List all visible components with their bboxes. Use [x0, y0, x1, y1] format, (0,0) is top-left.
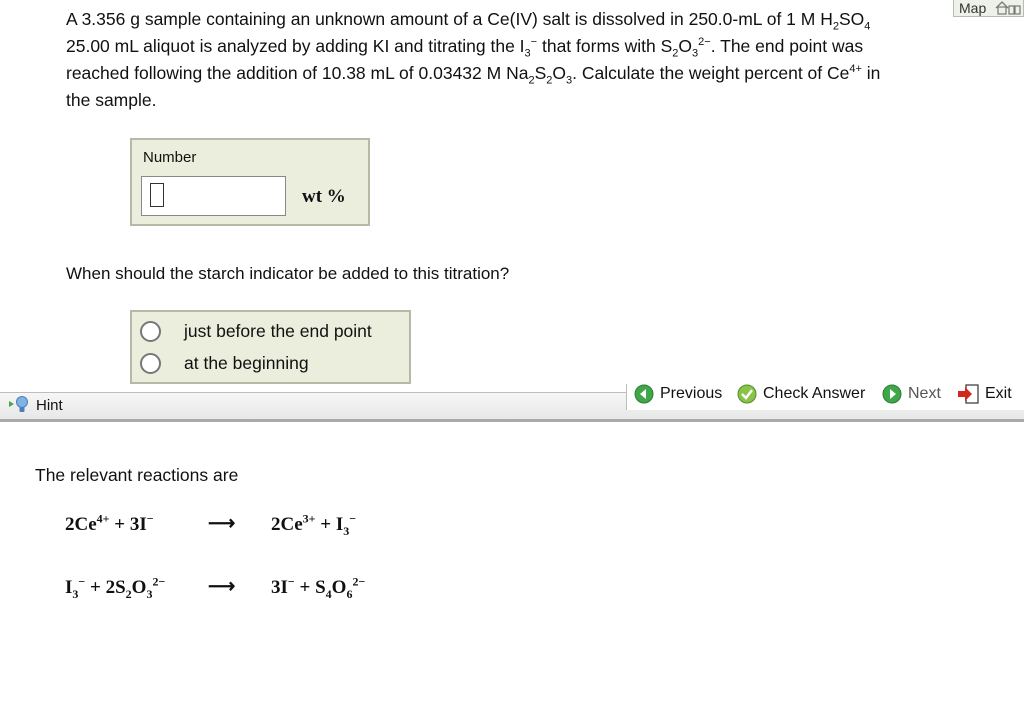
radio-button[interactable] [140, 321, 161, 342]
reaction-equation-2-products: $3I^- + S_4O_6^{2-}$ [271, 574, 366, 601]
previous-label: Previous [660, 385, 723, 402]
lightbulb-icon [8, 395, 30, 415]
reaction-equation-2: $I_3^- + 2S_2O_3^{2-}$ [65, 574, 166, 601]
question-line-2: 25.00 mL aliquot is analyzed by adding KI and titrating the $I_3^-$ that forms with $S_2O_3^{2-}$. The end point was [66, 36, 864, 60]
checkmark-icon [737, 384, 757, 404]
radio-button[interactable] [140, 353, 161, 374]
map-button[interactable] [953, 0, 1024, 17]
exit-icon [957, 384, 979, 404]
hint-intro: The relevant reactions are [35, 465, 239, 485]
answer-label: Number [143, 149, 197, 166]
numeric-answer-panel [130, 138, 370, 226]
reaction-equation-1: $2Ce^{4+} + 3I^-$ [65, 511, 154, 535]
navigation-bar [0, 384, 1024, 420]
check-answer-label: Check Answer [763, 385, 866, 402]
hint-button[interactable] [8, 395, 63, 415]
choice-label: just before the end point [184, 320, 372, 341]
exit-label: Exit [985, 385, 1012, 402]
exit-button[interactable] [957, 384, 1012, 404]
next-button[interactable] [882, 384, 941, 404]
previous-button[interactable] [634, 384, 722, 404]
answer-unit: wt % [302, 186, 346, 207]
starch-question: When should the starch indicator be added to this titration? [66, 264, 510, 283]
arrow-left-icon [634, 384, 654, 404]
choice-label: at the beginning [184, 352, 309, 373]
answer-input[interactable] [150, 183, 164, 207]
choice-panel [130, 310, 411, 384]
home-icon [994, 0, 1022, 15]
question-line-4: the sample. [66, 90, 157, 110]
reaction-arrow-2: ⟶ [208, 576, 236, 597]
answer-input-frame[interactable] [141, 176, 286, 216]
check-answer-button[interactable] [737, 384, 865, 404]
question-text [66, 6, 976, 114]
choice-option[interactable] [140, 318, 372, 344]
hint-label: Hint [36, 396, 63, 414]
question-line-3: reached following the addition of 10.38 mL of 0.03432 M $Na_2S_2O_3$. Calculate the weight percent of $Ce^{4+}$ in [66, 63, 881, 87]
choice-option[interactable] [140, 350, 309, 376]
question-line-1: A 3.356 g sample containing an unknown amount of a Ce(IV) salt is dissolved in 250.0-mL of 1 M $H_2SO_4$ [66, 9, 871, 33]
reaction-arrow-1: ⟶ [208, 513, 236, 534]
reaction-equation-1-products: $2Ce^{3+} + I_3^-$ [271, 511, 357, 538]
next-label: Next [908, 385, 941, 402]
arrow-right-icon [882, 384, 902, 404]
map-label: Map [959, 0, 987, 16]
